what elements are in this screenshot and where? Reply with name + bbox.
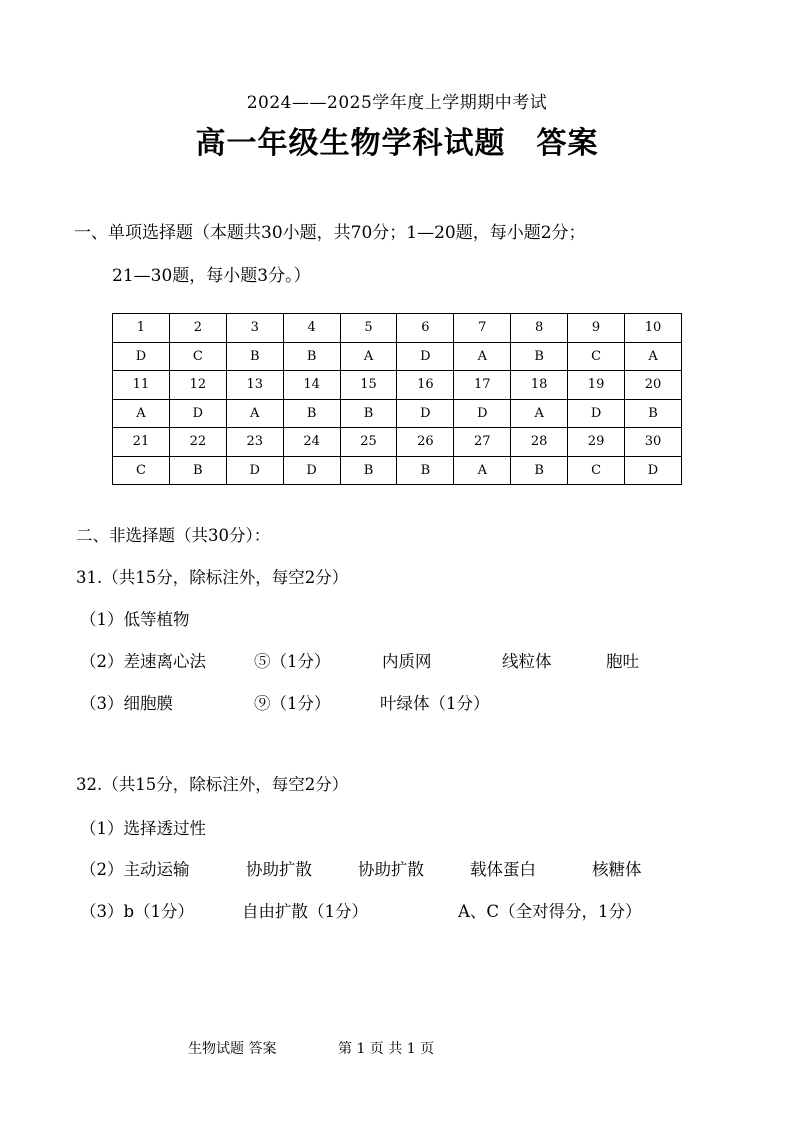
question-number-cell: 21 xyxy=(113,428,170,457)
question-number-cell: 19 xyxy=(568,371,625,400)
question-number-cell: 5 xyxy=(340,314,397,343)
answer-cell: B xyxy=(226,342,283,371)
question-number-cell: 22 xyxy=(169,428,226,457)
question-number-cell: 30 xyxy=(625,428,682,457)
answer-cell: C xyxy=(113,456,170,485)
answer-cell: B xyxy=(397,456,454,485)
answer-cell: D xyxy=(568,399,625,428)
q31-answer-3c: 叶绿体（1分） xyxy=(380,694,490,713)
q32-answer-2d: 载体蛋白 xyxy=(470,860,536,879)
answer-cell: D xyxy=(283,456,340,485)
question-number-cell: 8 xyxy=(511,314,568,343)
table-row xyxy=(113,456,682,485)
q32-answer-2c: 协助扩散 xyxy=(358,860,424,879)
answer-cell: B xyxy=(283,342,340,371)
answer-cell: D xyxy=(226,456,283,485)
answer-cell: A xyxy=(454,342,511,371)
question-number-cell: 7 xyxy=(454,314,511,343)
table-row xyxy=(113,399,682,428)
q31-heading: 31.（共15分，除标注外，每空2分） xyxy=(76,568,349,587)
question-number-cell: 20 xyxy=(625,371,682,400)
question-number-cell: 16 xyxy=(397,371,454,400)
question-number-cell: 13 xyxy=(226,371,283,400)
q32-answer-2b: 协助扩散 xyxy=(246,860,312,879)
q32-heading: 32.（共15分，除标注外，每空2分） xyxy=(76,775,349,794)
question-number-cell: 18 xyxy=(511,371,568,400)
question-number-cell: 29 xyxy=(568,428,625,457)
answer-cell: D xyxy=(397,342,454,371)
answer-cell: B xyxy=(169,456,226,485)
answer-cell: D xyxy=(113,342,170,371)
q31-answer-2b: ⑤（1分） xyxy=(254,652,331,671)
footer-page-number: 第 1 页 共 1 页 xyxy=(338,1041,435,1057)
question-number-cell: 28 xyxy=(511,428,568,457)
section2-heading: 二、非选择题（共30分）： xyxy=(76,526,271,545)
answer-cell: D xyxy=(169,399,226,428)
page-title: 高一年级生物学科试题 答案 xyxy=(195,126,599,161)
table-row xyxy=(113,342,682,371)
footer-subject: 生物试题 答案 xyxy=(188,1041,277,1057)
answer-cell: D xyxy=(454,399,511,428)
q32-answer-2a: （2）主动运输 xyxy=(80,860,190,879)
question-number-cell: 25 xyxy=(340,428,397,457)
question-number-cell: 4 xyxy=(283,314,340,343)
question-number-cell: 2 xyxy=(169,314,226,343)
question-number-cell: 9 xyxy=(568,314,625,343)
table-row xyxy=(113,428,682,457)
question-number-cell: 23 xyxy=(226,428,283,457)
q31-answer-3b: ⑨（1分） xyxy=(254,694,331,713)
question-number-cell: 11 xyxy=(113,371,170,400)
answer-cell: A xyxy=(113,399,170,428)
answer-cell: C xyxy=(568,342,625,371)
q31-answer-3a: （3）细胞膜 xyxy=(80,694,173,713)
question-number-cell: 27 xyxy=(454,428,511,457)
q31-answer-2e: 胞吐 xyxy=(606,652,639,671)
answer-cell: B xyxy=(625,399,682,428)
answer-cell: D xyxy=(397,399,454,428)
question-number-cell: 6 xyxy=(397,314,454,343)
question-number-cell: 3 xyxy=(226,314,283,343)
question-number-cell: 14 xyxy=(283,371,340,400)
table-row xyxy=(113,371,682,400)
question-number-cell: 10 xyxy=(625,314,682,343)
table-row xyxy=(113,314,682,343)
answer-cell: B xyxy=(340,399,397,428)
answer-cell: A xyxy=(340,342,397,371)
q32-answer-2e: 核糖体 xyxy=(592,860,642,879)
question-number-cell: 15 xyxy=(340,371,397,400)
question-number-cell: 12 xyxy=(169,371,226,400)
q32-answer-1: （1）选择透过性 xyxy=(80,819,206,838)
section1-heading-line1: 一、单项选择题（本题共30小题，共70分；1—20题，每小题2分； xyxy=(74,223,586,243)
answer-cell: B xyxy=(511,342,568,371)
exam-subtitle: 2024——2025学年度上学期期中考试 xyxy=(246,93,548,113)
answer-cell: B xyxy=(283,399,340,428)
question-number-cell: 24 xyxy=(283,428,340,457)
question-number-cell: 1 xyxy=(113,314,170,343)
question-number-cell: 17 xyxy=(454,371,511,400)
q31-answer-1: （1）低等植物 xyxy=(80,610,190,629)
answer-cell: A xyxy=(226,399,283,428)
q32-answer-3a: （3）b（1分） xyxy=(80,902,195,921)
section1-heading-line2: 21—30题，每小题3分。） xyxy=(112,266,311,286)
answer-cell: B xyxy=(511,456,568,485)
answer-cell: D xyxy=(625,456,682,485)
question-number-cell: 26 xyxy=(397,428,454,457)
q32-answer-3c: A、C（全对得分，1分） xyxy=(458,902,642,921)
answer-cell: A xyxy=(454,456,511,485)
q32-answer-3b: 自由扩散（1分） xyxy=(242,902,368,921)
answer-cell: C xyxy=(169,342,226,371)
q31-answer-2c: 内质网 xyxy=(382,652,432,671)
q31-answer-2d: 线粒体 xyxy=(502,652,552,671)
answer-cell: A xyxy=(511,399,568,428)
answer-table xyxy=(112,313,682,485)
answer-cell: B xyxy=(340,456,397,485)
q31-answer-2a: （2）差速离心法 xyxy=(80,652,206,671)
answer-cell: A xyxy=(625,342,682,371)
answer-cell: C xyxy=(568,456,625,485)
